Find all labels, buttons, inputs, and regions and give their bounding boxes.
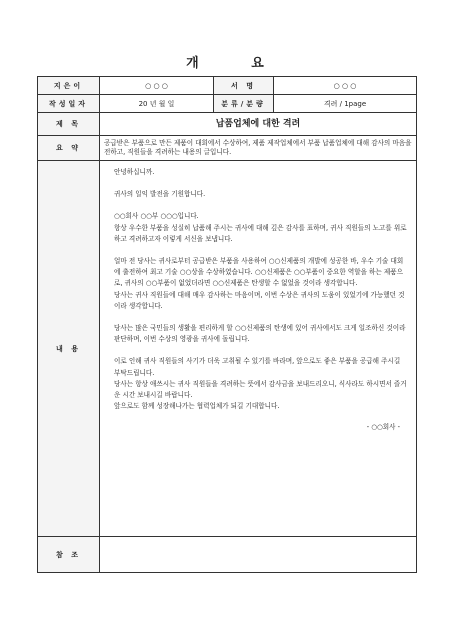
summary-value: 공급받은 부품으로 만든 제품이 대회에서 수상하여, 제품 제작업체에서 부품 납품업체에 대해 감사의 마음을 전하고, 직원들을 격려하는 내용의 글입니다. bbox=[100, 136, 417, 161]
reference-label: 참 조 bbox=[38, 537, 100, 573]
content-paragraph: 당사는 귀사 직원들에 대해 매우 감사하는 마음이며, 이번 수상은 귀사의 도움이 있었기에 가능했던 것이라 생각합니다. bbox=[114, 290, 405, 310]
subject-row bbox=[38, 113, 417, 136]
date-value: 20 년 월 일 bbox=[100, 95, 214, 113]
reference-value bbox=[100, 537, 417, 573]
content-body bbox=[100, 161, 417, 537]
content-paragraphs bbox=[114, 167, 408, 412]
signoff: - ○○회사 - bbox=[366, 423, 400, 432]
overview-form-table bbox=[37, 76, 417, 573]
category-label: 분류/분량 bbox=[214, 95, 274, 113]
paragraph-gap bbox=[114, 245, 408, 256]
content-paragraph: 당사는 많은 국민들의 생활을 편리하게 할 ○○신제품의 탄생에 있어 귀사에서도 크게 일조하신 것이라 판단하며, 이번 수상의 영광을 귀사에 돌립니다. bbox=[114, 324, 406, 344]
content-paragraph: ○○회사 ○○부 ○○○입니다. bbox=[114, 212, 199, 221]
paragraph-gap bbox=[114, 200, 408, 211]
content-paragraph: 당사는 항상 애쓰시는 귀사 직원들을 격려하는 뜻에서 감사금을 보내드리오니, 식사라도 하시면서 즐거운 시간 보내시길 바랍니다. bbox=[114, 379, 407, 400]
content-label: 내 용 bbox=[38, 161, 100, 537]
paragraph-gap bbox=[114, 312, 408, 323]
content-paragraph: 앞으로도 함께 성장해나가는 협력업체가 되길 기대합니다. bbox=[114, 402, 280, 411]
signature-label: 서 명 bbox=[214, 77, 274, 95]
content-row bbox=[38, 161, 417, 537]
summary-row bbox=[38, 136, 417, 161]
summary-label: 요 약 bbox=[38, 136, 100, 161]
content-paragraph: 안녕하십니까. bbox=[114, 168, 155, 176]
content-paragraph: 귀사의 일익 발전을 기원합니다. bbox=[114, 190, 206, 199]
page-title: 개 요 bbox=[186, 56, 288, 71]
reference-row bbox=[38, 537, 417, 573]
author-label: 지은이 bbox=[38, 77, 100, 95]
author-value: ○ ○ ○ bbox=[100, 77, 214, 95]
category-value: 격려 / 1page bbox=[274, 95, 417, 113]
date-row bbox=[38, 95, 417, 113]
content-paragraph: 이로 인해 귀사 직원들의 사기가 더욱 고취될 수 있기를 바라며, 앞으로도 좋은 부품을 공급해 주시길 부탁드립니다. bbox=[114, 357, 401, 377]
subject-value: 납품업체에 대한 격려 bbox=[100, 113, 417, 136]
paragraph-gap bbox=[114, 178, 408, 189]
signature-value: ○ ○ ○ bbox=[274, 77, 417, 95]
content-paragraph: 항상 우수한 부품을 성실히 납품해 주시는 귀사에 대해 깊은 감사를 표하며, 귀사 직원들의 노고를 위로하고 격려하고자 이렇게 서신을 보냅니다. bbox=[114, 223, 407, 243]
paragraph-gap bbox=[114, 345, 408, 356]
author-row bbox=[38, 77, 417, 95]
content-paragraph: 얼마 전 당사는 귀사로부터 공급받은 부품을 사용하여 ○○신제품의 개발에 성공한 바, 우수 기술 대회에 출전하여 최고 기술 ○○상을 수상하였습니다. ○○신제품은 ○○부품이 중요한 역할을 하는 제품으로, 귀사의 ○○부품이 없었더라면 ○○신제품은 탄생할 수 없었을 것이라 생각합니다. bbox=[114, 257, 404, 288]
date-label: 작성일자 bbox=[38, 95, 100, 113]
subject-label: 제 목 bbox=[38, 113, 100, 136]
